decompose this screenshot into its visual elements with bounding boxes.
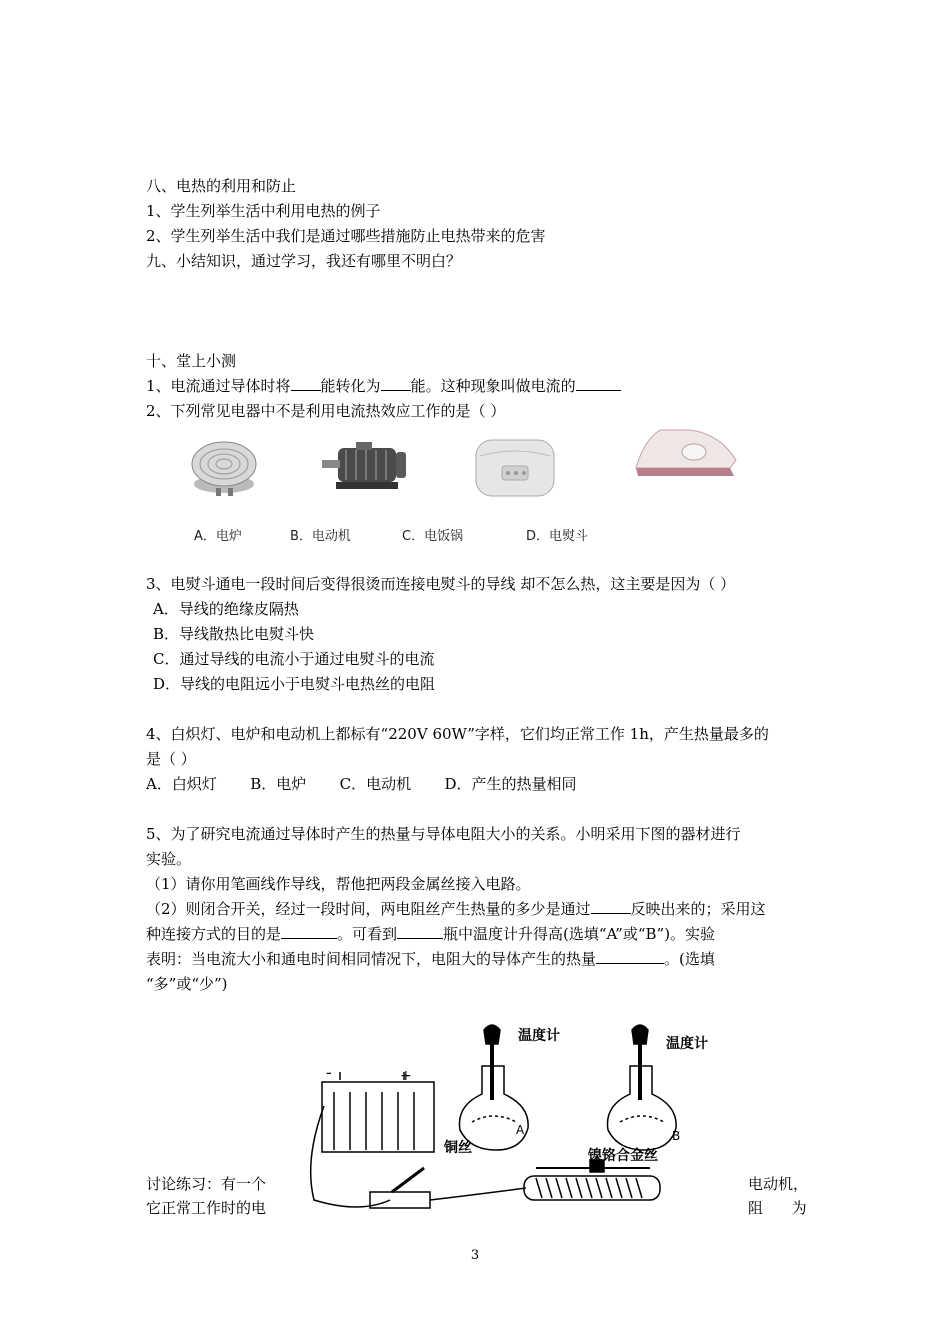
question-4-line-1: 4、白炽灯、电炉和电动机上都标有“220V 60W”字样，它们均正常工作 1h，产生热量最多的 [146,725,769,743]
experiment-circuit-figure [300,1010,740,1220]
q1-part-a: 1、电流通过导体时将 [146,377,291,395]
discussion-line-1b: 电动机， [748,1175,809,1193]
question-5-part-3 [146,924,715,944]
q5-blank-4 [596,949,664,964]
nichrome-wire-label: 镍铬合金丝 [588,1148,658,1164]
q1-blank-3 [576,376,621,391]
q5-p2-b: 反映出来的；采用这 [630,900,766,918]
q3-option-b: B．导线散热比电熨斗快 [153,625,315,643]
option-caption-a: A．电炉 [194,529,242,544]
option-caption-b: B．电动机 [290,529,351,544]
q5-blank-2 [281,924,337,939]
q5-p3-b: 。可看到 [337,925,398,943]
battery-shape [322,1082,434,1152]
q5-p4-a: 表明：当电流大小和通电时间相同情况下，电阻大的导体产生的热量 [146,950,597,968]
discussion-line-1a: 讨论练习：有一个 [146,1175,267,1193]
q3-option-d: D．导线的电阻远小于电熨斗电热丝的电阻 [153,675,436,693]
thermometer-label-right: 温度计 [666,1036,708,1052]
question-4-line-2: 是（ ） [146,750,196,768]
q3-option-c: C．通过导线的电流小于通过电熨斗的电流 [153,650,435,668]
question-2: 2、下列常见电器中不是利用电流热效应工作的是（ ） [146,402,506,420]
question-5-line-1: 5、为了研究电流通过导体时产生的热量与导体电阻大小的关系。小明采用下图的器材进行 [146,825,741,843]
section-8-q2: 2、学生列举生活中我们是通过哪些措施防止电热带来的危害 [146,227,546,245]
q5-p3-c: 瓶中温度计升得高(选填“A”或“B”)。实验 [443,925,716,943]
question-5-part-1: （1）请你用笔画线作导线，帮他把两段金属丝接入电路。 [146,875,531,893]
option-caption-d: D．电熨斗 [526,529,589,544]
question-1 [146,376,621,396]
battery-plus-label: + [400,1068,412,1084]
flask-b-label: B [672,1129,681,1143]
electric-motor-image [316,440,410,492]
q5-blank-1 [591,899,631,914]
question-5-line-2: 实验。 [146,850,192,868]
thermometer-label-left: 温度计 [518,1028,560,1044]
q5-p4-b: 。(选填 [664,950,715,968]
section-10-title: 十、堂上小测 [146,352,237,370]
q1-part-c: 能。这种现象叫做电流的 [410,377,576,395]
question-5-part-5: “多”或“少”) [146,975,228,993]
electric-iron-image [630,424,742,480]
section-9-title: 九、小结知识，通过学习，我还有哪里不明白？ [146,252,462,270]
q1-part-b: 能转化为 [320,377,381,395]
q5-p3-a: 种连接方式的目的是 [146,925,282,943]
electric-stove-image [186,438,262,498]
q1-blank-2 [381,376,411,391]
question-3-stem: 3、电熨斗通电一段时间后变得很烫而连接电熨斗的导线 却不怎么热，这主要是因为（ ） [146,575,736,593]
question-5-part-2 [146,899,766,919]
option-caption-c: C．电饭锅 [402,529,464,544]
page-number: 3 [470,1248,480,1263]
section-8-q1: 1、学生列举生活中利用电热的例子 [146,202,381,220]
question-5-part-4 [146,949,715,969]
section-8-title: 八、电热的利用和防止 [146,177,297,195]
flask-a-label: A [516,1123,525,1137]
q5-blank-3 [397,924,443,939]
q1-blank-1 [291,376,321,391]
q5-p2-a: （2）则闭合开关，经过一段时间，两电阻丝产生热量的多少是通过 [146,900,591,918]
discussion-line-2a: 它正常工作时的电 [146,1199,267,1217]
q3-option-a: A．导线的绝缘皮隔热 [153,600,299,618]
rice-cooker-image [470,432,560,500]
question-4-options: A．白炽灯 B．电炉 C．电动机 D．产生的热量相同 [146,775,577,793]
discussion-line-2b: 阻 为 [748,1199,807,1217]
battery-minus-label: - [326,1063,332,1082]
copper-wire-label: 铜丝 [444,1140,472,1156]
